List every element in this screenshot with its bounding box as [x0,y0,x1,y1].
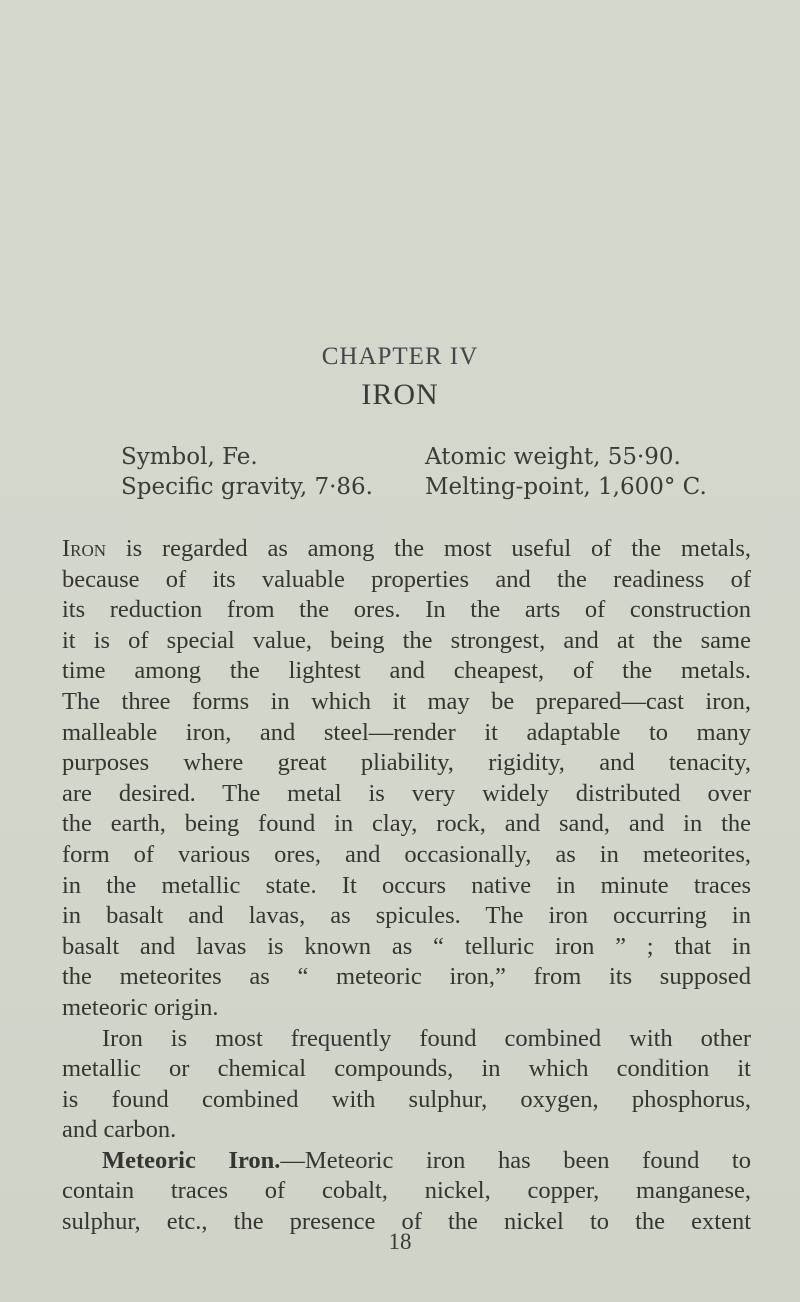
text-line: because of its valuable properties and the readiness of [62,565,751,593]
text-line: the earth, being found in clay, rock, and sand, and in the [62,810,751,838]
text-line: in the metallic state. It occurs native in minute traces [62,871,751,899]
element-properties [121,444,771,504]
section-heading: Meteoric Iron. [102,1146,281,1174]
properties-row-2 [121,474,771,504]
text-line: metallic or chemical compounds, in which condition it [62,1055,751,1083]
atomic-weight-property: Atomic weight, 55·90. [425,444,681,470]
symbol-property: Symbol, Fe. [121,444,258,470]
text-line: Meteoric Iron.—Meteoric iron has been found to [102,1146,751,1174]
text-line: in basalt and lavas, as spicules. The iron occurring in [62,902,751,930]
text-line: its reduction from the ores. In the arts of construction [62,596,751,624]
text-line: contain traces of cobalt, nickel, copper, manganese, [62,1177,751,1205]
text-line: meteoric origin. [62,993,219,1021]
text-line: and carbon. [62,1116,177,1144]
text-line: is found combined with sulphur, oxygen, phosphorus, [62,1085,751,1113]
chapter-title: IRON [361,378,439,411]
specific-gravity-property: Specific gravity, 7·86. [121,474,373,500]
text-line: sulphur, etc., the presence of the nickel to the extent [62,1208,751,1236]
text-line: malleable iron, and steel—render it adaptable to many [62,718,751,746]
melting-point-property: Melting-point, 1,600° C. [425,474,707,500]
text-line: Iron is regarded as among the most useful of the metals, [62,535,751,562]
body-text [62,534,751,1238]
text-line: form of various ores, and occasionally, as in meteorites, [62,840,751,868]
text-line: basalt and lavas is known as “ telluric iron ” ; that in [62,932,751,960]
lead-word: Iron [62,535,107,562]
text-line: purposes where great pliability, rigidity, and tenacity, [62,749,751,777]
text-line: the meteorites as “ meteoric iron,” from its supposed [62,963,751,991]
text-line: The three forms in which it may be prepared—cast iron, [62,687,751,715]
page-number: 18 [388,1229,412,1254]
text-line: are desired. The metal is very widely distributed over [62,779,751,807]
text-line: time among the lightest and cheapest, of the metals. [62,657,751,685]
text-line: it is of special value, being the strongest, and at the same [62,626,751,654]
chapter-label: CHAPTER IV [321,343,479,370]
properties-row-1 [121,444,771,474]
text-line: Iron is most frequently found combined with other [102,1024,751,1052]
